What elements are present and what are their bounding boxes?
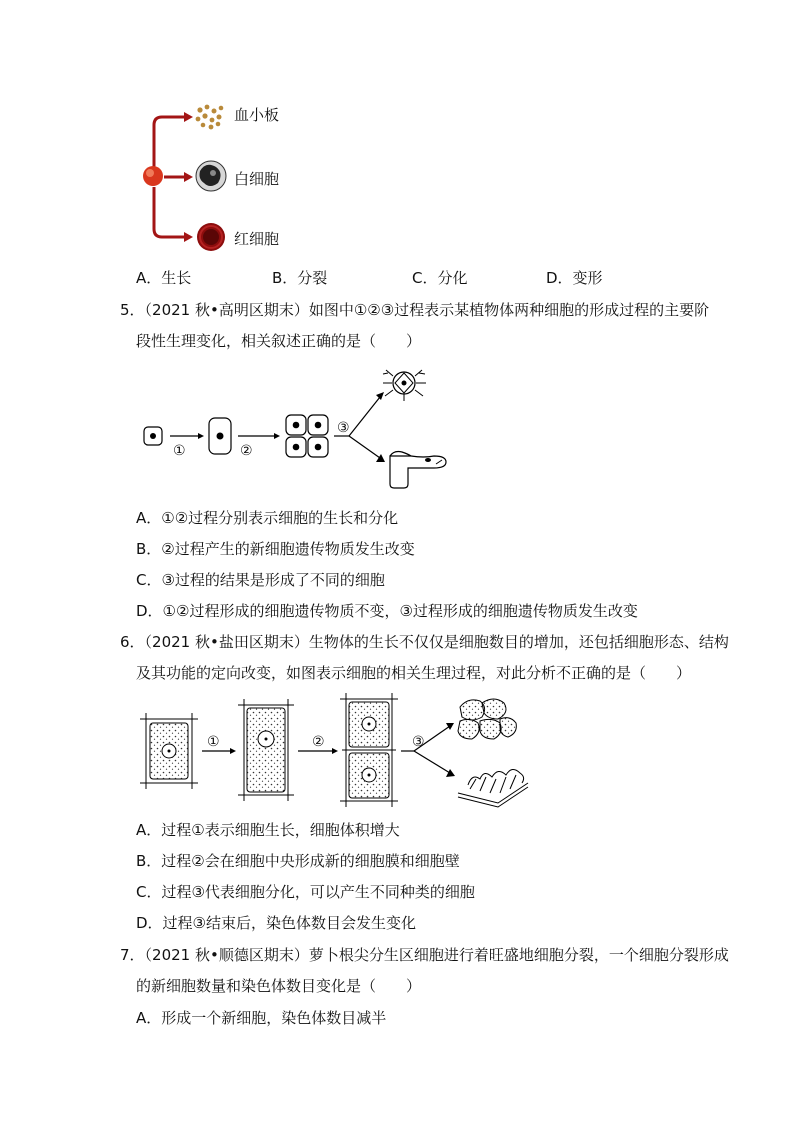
label-platelet: 血小板 xyxy=(234,106,280,124)
q6-option-b[interactable]: B．过程②会在细胞中央形成新的细胞膜和细胞壁 xyxy=(136,852,460,870)
q7-option-a[interactable]: A．形成一个新细胞，染色体数目减半 xyxy=(136,1009,387,1027)
label-red-blood-cell: 红细胞 xyxy=(234,230,280,248)
q6-option-c[interactable]: C．过程③代表细胞分化，可以产生不同种类的细胞 xyxy=(136,883,475,901)
q6-fig-label-1: ① xyxy=(207,734,220,750)
q5-option-c[interactable]: C．③过程的结果是形成了不同的细胞 xyxy=(136,571,385,589)
q5-stem-line2: 段性生理变化，相关叙述正确的是（ ） xyxy=(136,332,422,350)
label-white-blood-cell: 白细胞 xyxy=(234,170,280,188)
q5-figure xyxy=(136,368,466,503)
q5-fig-label-3: ③ xyxy=(337,420,350,436)
cell-growth-division-diagram xyxy=(138,693,538,808)
q5-option-b[interactable]: B．②过程产生的新细胞遗传物质发生改变 xyxy=(136,540,415,558)
q6-stem-line1: 6．（2021 秋•盐田区期末）生物体的生长不仅仅是细胞数目的增加，还包括细胞形态、结构 xyxy=(120,633,729,651)
plant-cell-process-diagram xyxy=(136,368,466,503)
q4-option-c[interactable]: C．分化 xyxy=(412,269,468,287)
q6-option-d[interactable]: D．过程③结束后，染色体数目会发生变化 xyxy=(136,914,416,932)
q5-option-d[interactable]: D．①②过程形成的细胞遗传物质不变，③过程形成的细胞遗传物质发生改变 xyxy=(136,602,638,620)
q4-option-a[interactable]: A．生长 xyxy=(136,269,192,287)
q5-stem-line1: 5．（2021 秋•高明区期末）如图中①②③过程表示某植物体两种细胞的形成过程的主要阶 xyxy=(120,301,710,319)
q7-stem-line2: 的新细胞数量和染色体数目变化是（ ） xyxy=(136,977,422,995)
q4-option-b[interactable]: B．分裂 xyxy=(272,269,328,287)
q6-option-a[interactable]: A．过程①表示细胞生长，细胞体积增大 xyxy=(136,821,400,839)
q6-stem-line2: 及其功能的定向改变，如图表示细胞的相关生理过程，对此分析不正确的是（ ） xyxy=(136,664,692,682)
q5-option-a[interactable]: A．①②过程分别表示细胞的生长和分化 xyxy=(136,509,399,527)
q4-option-d[interactable]: D．变形 xyxy=(546,269,603,287)
q6-figure xyxy=(138,693,538,808)
q6-fig-label-2: ② xyxy=(312,734,325,750)
q5-fig-label-1: ① xyxy=(173,443,186,459)
q6-fig-label-3: ③ xyxy=(412,734,425,750)
q5-fig-label-2: ② xyxy=(240,443,253,459)
q7-stem-line1: 7．（2021 秋•顺德区期末）萝卜根尖分生区细胞进行着旺盛地细胞分裂，一个细胞分裂形成 xyxy=(120,946,729,964)
